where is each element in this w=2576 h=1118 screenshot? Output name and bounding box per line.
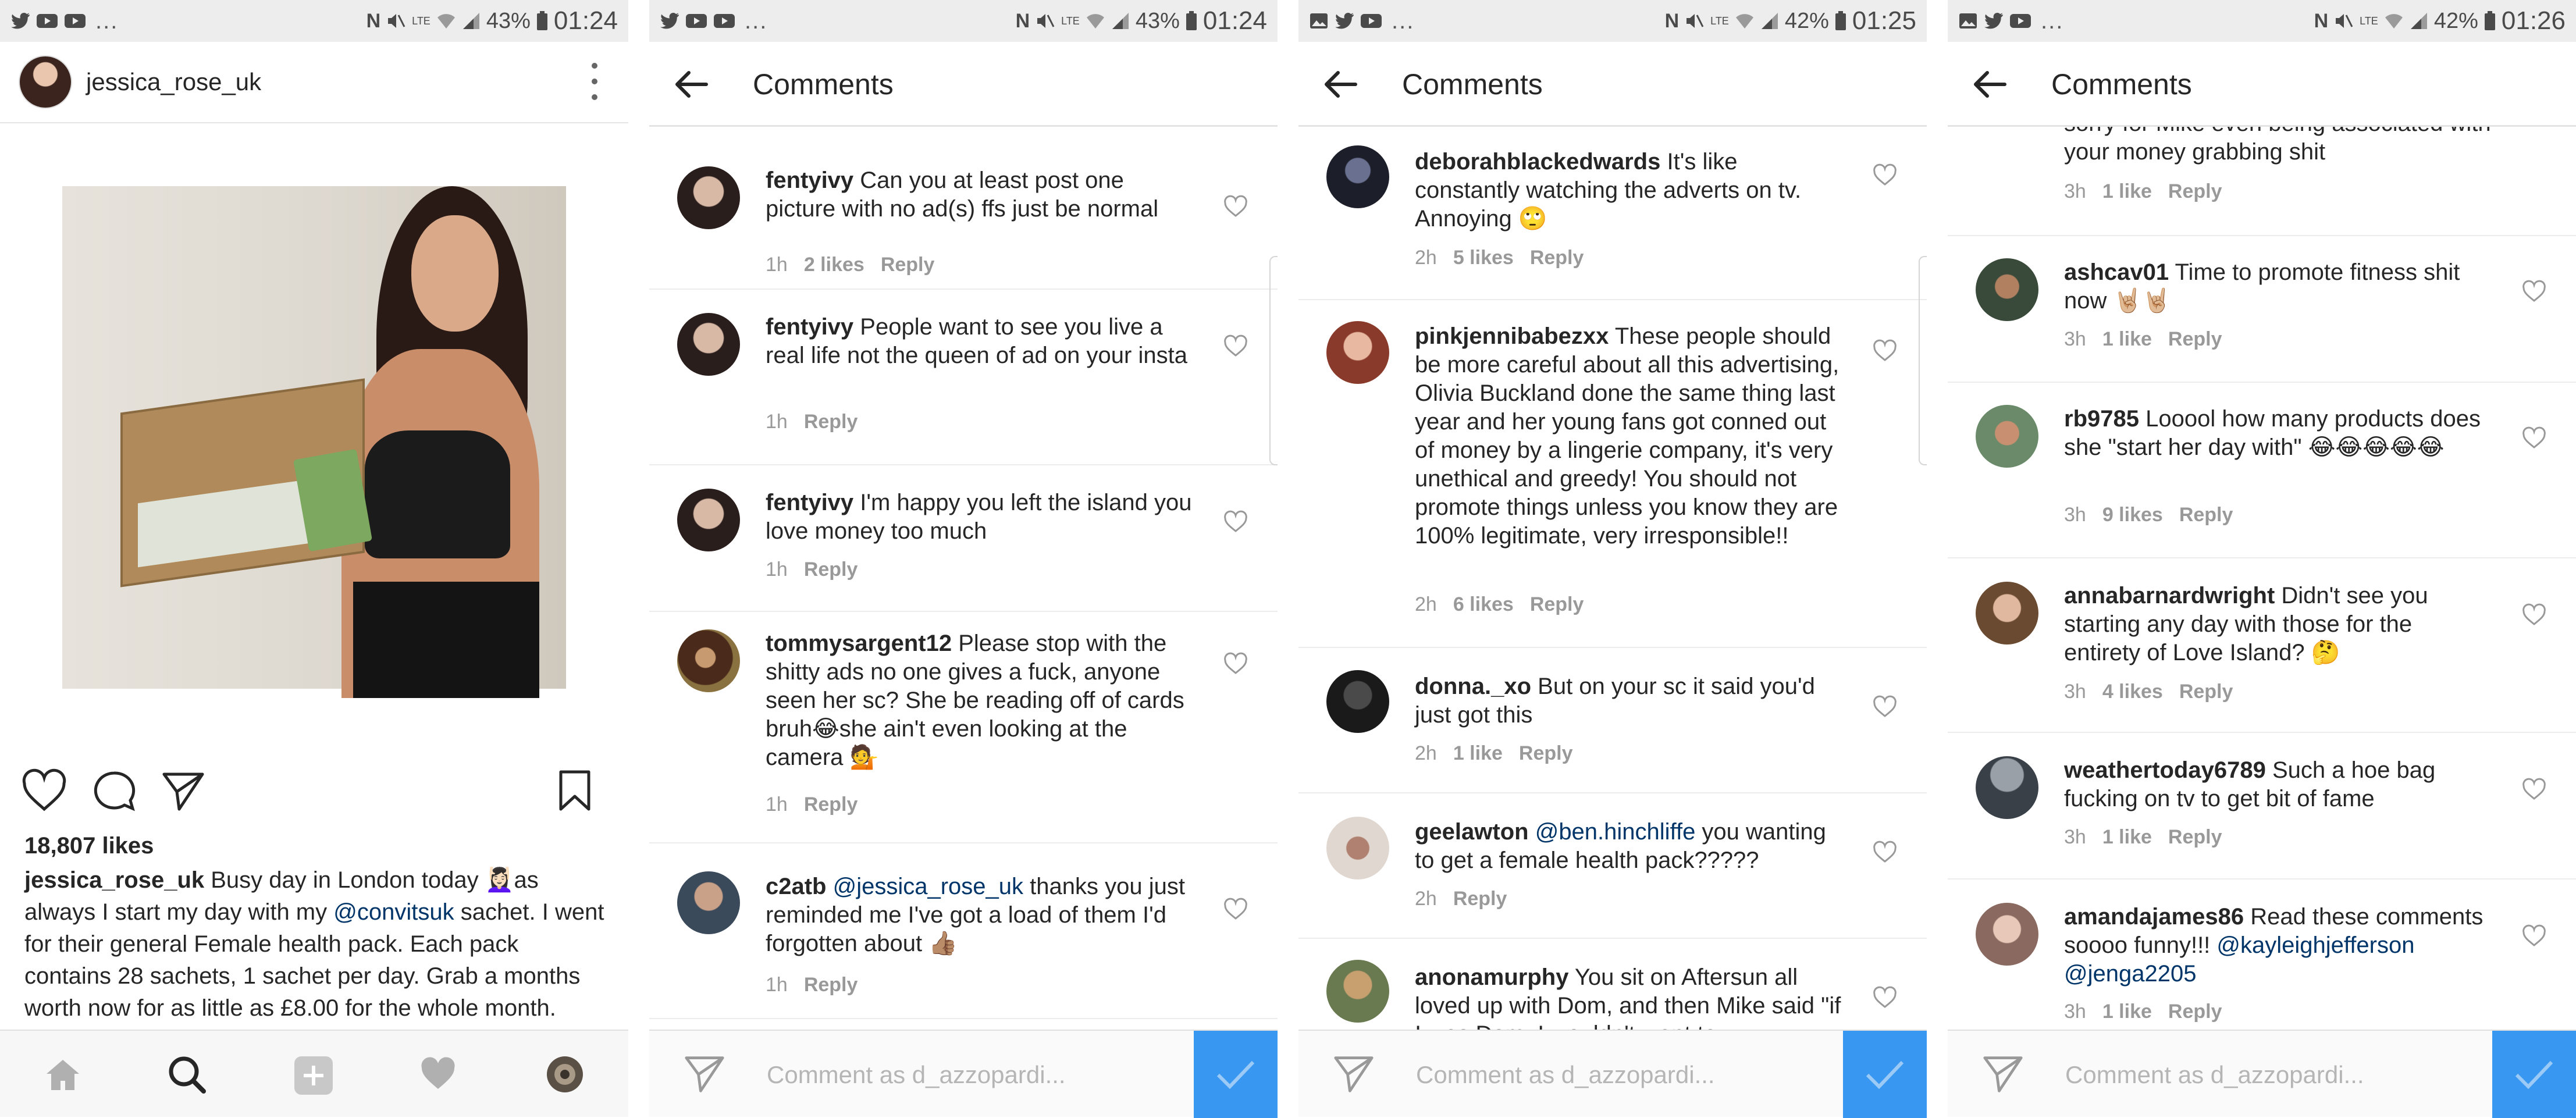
post-action-bar bbox=[0, 765, 628, 817]
comment-input-bar bbox=[1298, 1030, 1927, 1117]
comment-username[interactable]: fentyivy bbox=[766, 490, 854, 515]
like-heart-icon[interactable] bbox=[1873, 341, 1897, 362]
lte-icon: LTE bbox=[1061, 15, 1080, 27]
comment-text: your money grabbing shit bbox=[2064, 139, 2326, 165]
status-bar bbox=[1948, 0, 2576, 42]
youtube-icon bbox=[64, 13, 86, 29]
comment-input[interactable]: Comment as d_azzopardi... bbox=[767, 1061, 1066, 1088]
comment-likes[interactable]: 6 likes bbox=[1453, 593, 1514, 615]
lte-icon: LTE bbox=[1710, 15, 1729, 27]
like-heart-icon[interactable] bbox=[2522, 428, 2546, 449]
avatar[interactable] bbox=[1326, 960, 1389, 1023]
scroll-indicator bbox=[1269, 256, 1278, 465]
checkmark-icon bbox=[2513, 1059, 2555, 1090]
comment-item bbox=[649, 843, 1278, 1019]
direct-send-icon[interactable] bbox=[1333, 1055, 1374, 1094]
gallery-icon bbox=[1958, 12, 1978, 30]
avatar[interactable] bbox=[19, 55, 72, 109]
reply-button[interactable]: Reply bbox=[803, 793, 858, 816]
like-heart-icon[interactable] bbox=[1873, 842, 1897, 863]
avatar[interactable] bbox=[1326, 321, 1389, 384]
reply-button[interactable]: Reply bbox=[2168, 328, 2222, 350]
mute-icon bbox=[1036, 12, 1055, 30]
comment-time: 3h bbox=[2064, 681, 2086, 703]
page-title: Comments bbox=[1402, 68, 1543, 101]
comment-time: 1h bbox=[766, 254, 788, 276]
page-title: Comments bbox=[2051, 68, 2192, 101]
reply-button[interactable]: Reply bbox=[803, 974, 858, 996]
comment-text: Please stop with the shitty ads no one gives a fuck, anyone seen her sc? She be reading off of cards bruh😂she ain't even looking at the camera 💁 bbox=[766, 631, 1184, 770]
comment-time: 1h bbox=[766, 558, 788, 581]
post-comment-button[interactable] bbox=[1843, 1031, 1927, 1118]
like-heart-icon[interactable] bbox=[1873, 165, 1897, 186]
comment-likes[interactable]: 9 likes bbox=[2102, 504, 2163, 526]
comment-list[interactable] bbox=[1948, 127, 2576, 1030]
comment-item bbox=[1948, 109, 2576, 236]
youtube-icon bbox=[685, 13, 707, 29]
caption-text-2: sachet. I went for their general Female health pack. Each pack contains 28 sachets, 1 sachet per day. Grab a months worth now for as little as £8.00 for the whole month. bbox=[24, 899, 604, 1021]
comment-item bbox=[649, 290, 1278, 465]
clock: 01:24 bbox=[1202, 6, 1267, 35]
nfc-icon: N bbox=[1015, 9, 1030, 32]
comments-header bbox=[1948, 42, 2576, 127]
more-notifications: ... bbox=[95, 8, 119, 34]
comment-likes[interactable]: 5 likes bbox=[1453, 247, 1514, 269]
reply-button[interactable]: Reply bbox=[803, 411, 858, 433]
youtube-icon bbox=[2009, 13, 2031, 29]
twitter-icon bbox=[660, 12, 679, 30]
more-notifications: ... bbox=[1392, 8, 1415, 34]
caption-mention[interactable]: @convitsuk bbox=[333, 899, 454, 925]
youtube-icon bbox=[713, 13, 735, 29]
reply-button[interactable]: Reply bbox=[1529, 247, 1584, 269]
comment-text: It's like constantly watching the adverts on tv. Annoying 🙄 bbox=[1415, 149, 1802, 232]
activity-heart-icon[interactable] bbox=[420, 1058, 456, 1091]
battery-percent: 42% bbox=[1784, 8, 1829, 33]
direct-send-icon[interactable] bbox=[684, 1055, 725, 1094]
comments-header bbox=[1298, 42, 1927, 127]
more-notifications: ... bbox=[745, 8, 768, 34]
signal-icon bbox=[462, 12, 481, 30]
comment-item bbox=[1948, 733, 2576, 880]
comment-time: 2h bbox=[1415, 247, 1437, 269]
comment-time: 1h bbox=[766, 411, 788, 433]
comment-time: 1h bbox=[766, 793, 788, 816]
battery-percent: 42% bbox=[2433, 8, 2478, 33]
comments-screen-2 bbox=[1298, 0, 1927, 1117]
reply-button[interactable]: Reply bbox=[880, 254, 935, 276]
comment-likes[interactable]: 1 like bbox=[2102, 328, 2152, 350]
wifi-icon bbox=[2384, 12, 2404, 30]
clock: 01:26 bbox=[2501, 6, 2566, 35]
comment-likes[interactable]: 1 like bbox=[2102, 180, 2152, 202]
comment-list[interactable] bbox=[649, 127, 1278, 1030]
reply-button[interactable]: Reply bbox=[2168, 826, 2222, 848]
comment-username[interactable]: amandajames86 bbox=[2064, 904, 2244, 930]
battery-icon bbox=[536, 11, 548, 31]
bookmark-icon[interactable] bbox=[558, 770, 591, 811]
comment-mention[interactable]: @jessica_rose_uk bbox=[826, 874, 1024, 899]
bottom-nav bbox=[0, 1030, 628, 1117]
checkmark-icon bbox=[1215, 1059, 1257, 1090]
more-options-icon[interactable] bbox=[590, 63, 599, 100]
like-heart-icon[interactable] bbox=[1224, 899, 1247, 920]
more-notifications: ... bbox=[2041, 8, 2064, 34]
like-heart-icon[interactable] bbox=[2522, 926, 2546, 947]
youtube-icon bbox=[36, 13, 58, 29]
back-arrow-icon[interactable] bbox=[674, 70, 709, 99]
twitter-icon bbox=[10, 12, 30, 30]
comment-item bbox=[1948, 383, 2576, 558]
comment-item bbox=[1948, 236, 2576, 383]
comment-input[interactable]: Comment as d_azzopardi... bbox=[2065, 1061, 2364, 1088]
comment-text: Such a hoe bag fucking on tv to get bit of fame bbox=[2064, 757, 2436, 811]
battery-percent: 43% bbox=[486, 8, 531, 33]
comment-likes[interactable]: 1 like bbox=[2102, 1000, 2152, 1023]
post-username[interactable]: jessica_rose_uk bbox=[86, 68, 262, 95]
youtube-icon bbox=[1360, 13, 1382, 29]
back-arrow-icon[interactable] bbox=[1972, 70, 2007, 99]
avatar[interactable] bbox=[1976, 903, 2038, 966]
avatar[interactable] bbox=[1976, 258, 2038, 321]
comment-item bbox=[649, 612, 1278, 843]
comment-text: People want to see you live a real life not the queen of ad on your insta bbox=[766, 314, 1187, 368]
avatar[interactable] bbox=[1326, 817, 1389, 880]
battery-icon bbox=[2484, 11, 2496, 31]
post-comment-button[interactable] bbox=[1194, 1031, 1278, 1118]
like-heart-icon[interactable] bbox=[1873, 697, 1897, 718]
comment-time: 3h bbox=[2064, 504, 2086, 526]
checkmark-icon bbox=[1864, 1059, 1906, 1090]
signal-icon bbox=[1760, 12, 1779, 30]
nfc-icon: N bbox=[366, 9, 381, 32]
comment-text: thanks you just reminded me I've got a load of them I'd forgotten about 👍🏽 bbox=[766, 874, 1185, 956]
comment-text: Looool how many products does she "start her day with" 😂😂😂😂😂 bbox=[2064, 406, 2481, 460]
comment-item bbox=[1298, 127, 1927, 300]
home-icon[interactable] bbox=[44, 1058, 81, 1092]
comment-input-bar bbox=[1948, 1030, 2576, 1117]
heart-icon[interactable] bbox=[22, 771, 66, 811]
post-caption bbox=[24, 864, 606, 1024]
post-image[interactable] bbox=[62, 186, 566, 689]
comment-text: Time to promote fitness shit now 🤘🏼🤘🏼 bbox=[2064, 259, 2460, 314]
comment-mention[interactable]: @ben.hinchliffe bbox=[1528, 819, 1696, 845]
share-icon[interactable] bbox=[162, 772, 205, 811]
avatar[interactable] bbox=[677, 313, 740, 376]
comment-likes[interactable]: 1 like bbox=[1453, 742, 1503, 764]
comment-time: 3h bbox=[2064, 826, 2086, 848]
like-heart-icon[interactable] bbox=[1873, 988, 1897, 1009]
scroll-indicator bbox=[1919, 256, 1927, 465]
comment-time: 2h bbox=[1415, 593, 1437, 615]
search-icon[interactable] bbox=[168, 1055, 206, 1094]
battery-percent: 43% bbox=[1135, 8, 1180, 33]
clock: 01:25 bbox=[1852, 6, 1916, 35]
comment-likes[interactable]: 1 like bbox=[2102, 826, 2152, 848]
comment-username[interactable]: geelawton bbox=[1415, 819, 1529, 845]
battery-icon bbox=[1835, 11, 1846, 31]
comment-text: You sit on Aftersun all loved up with Dom, and then Mike said "if bbox=[1415, 964, 1841, 1019]
like-count[interactable]: 18,807 likes bbox=[24, 833, 154, 859]
like-heart-icon[interactable] bbox=[1224, 654, 1247, 675]
comment-username[interactable]: ashcav01 bbox=[2064, 259, 2169, 285]
comment-likes[interactable]: 4 likes bbox=[2102, 681, 2163, 703]
like-heart-icon[interactable] bbox=[2522, 605, 2546, 626]
twitter-icon bbox=[1335, 12, 1354, 30]
reply-button[interactable]: Reply bbox=[2179, 681, 2233, 703]
like-heart-icon[interactable] bbox=[1224, 512, 1247, 533]
comment-username[interactable]: c2atb bbox=[766, 874, 827, 899]
avatar[interactable] bbox=[677, 629, 740, 692]
like-heart-icon[interactable] bbox=[2522, 282, 2546, 302]
caption-username[interactable]: jessica_rose_uk bbox=[24, 867, 205, 893]
caption-text-1: Busy day in London today 💆🏻‍♀️as always I start my day with my bbox=[24, 867, 539, 925]
post-comment-button[interactable] bbox=[2492, 1031, 2576, 1118]
comment-time: 1h bbox=[766, 974, 788, 996]
comment-item bbox=[1948, 558, 2576, 733]
comment-username[interactable]: fentyivy bbox=[766, 168, 854, 193]
like-heart-icon[interactable] bbox=[2522, 779, 2546, 800]
comment-item bbox=[1298, 648, 1927, 793]
profile-avatar-icon[interactable] bbox=[546, 1055, 584, 1094]
comments-header bbox=[649, 42, 1278, 127]
comment-item bbox=[1298, 300, 1927, 648]
reply-button[interactable]: Reply bbox=[1453, 888, 1507, 910]
comment-input[interactable]: Comment as d_azzopardi... bbox=[1416, 1061, 1715, 1088]
page-title: Comments bbox=[753, 68, 894, 101]
battery-icon bbox=[1186, 11, 1197, 31]
comment-item bbox=[649, 465, 1278, 612]
comment-username[interactable]: fentyivy bbox=[766, 314, 854, 340]
avatar[interactable] bbox=[1976, 405, 2038, 468]
avatar[interactable] bbox=[677, 489, 740, 551]
comment-username[interactable]: annabarnardwright bbox=[2064, 583, 2275, 608]
wifi-icon bbox=[1086, 12, 1105, 30]
signal-icon bbox=[1111, 12, 1130, 30]
avatar[interactable] bbox=[1976, 582, 2038, 645]
comment-time: 3h bbox=[2064, 1000, 2086, 1023]
reply-button[interactable]: Reply bbox=[2179, 504, 2233, 526]
twitter-icon bbox=[1984, 12, 2004, 30]
like-heart-icon[interactable] bbox=[1224, 197, 1247, 218]
comment-text: But on your sc it said you'd just got this bbox=[1415, 674, 1815, 728]
comment-text: Didn't see you starting any day with those for the entirety of Love Island? 🤔 bbox=[2064, 583, 2428, 665]
comment-input-bar bbox=[649, 1030, 1278, 1117]
comment-item bbox=[649, 143, 1278, 290]
direct-send-icon[interactable] bbox=[1983, 1055, 2023, 1094]
avatar[interactable] bbox=[677, 871, 740, 934]
post-header bbox=[0, 42, 628, 123]
gallery-icon bbox=[1309, 12, 1329, 30]
signal-icon bbox=[2410, 12, 2428, 30]
comment-likes[interactable]: 2 likes bbox=[803, 254, 864, 276]
avatar[interactable] bbox=[677, 166, 740, 229]
comment-list[interactable] bbox=[1298, 127, 1927, 1030]
reply-button[interactable]: Reply bbox=[1529, 593, 1584, 615]
wifi-icon bbox=[1735, 12, 1755, 30]
comment-text: I'm happy you left the island you love money too much bbox=[766, 490, 1192, 544]
reply-button[interactable]: Reply bbox=[1518, 742, 1573, 764]
comment-item bbox=[1948, 880, 2576, 1054]
comment-username[interactable]: tommysargent12 bbox=[766, 631, 952, 656]
mute-icon bbox=[1685, 12, 1705, 30]
comment-username[interactable]: anonamurphy bbox=[1415, 964, 1569, 990]
comment-username[interactable]: rb9785 bbox=[2064, 406, 2139, 432]
comment-username[interactable]: donna._xo bbox=[1415, 674, 1532, 699]
avatar[interactable] bbox=[1326, 145, 1389, 208]
status-bar bbox=[1298, 0, 1927, 42]
comment-username[interactable]: weathertoday6789 bbox=[2064, 757, 2266, 783]
comment-time: 3h bbox=[2064, 328, 2086, 350]
comment-username[interactable]: deborahblackedwards bbox=[1415, 149, 1661, 175]
comment-text: you wanting to get a female health pack????? bbox=[1415, 819, 1826, 873]
comment-item bbox=[1298, 793, 1927, 939]
reply-button[interactable]: Reply bbox=[803, 558, 858, 581]
comment-icon[interactable] bbox=[93, 771, 135, 813]
reply-button[interactable]: Reply bbox=[2168, 180, 2222, 202]
status-bar bbox=[649, 0, 1278, 42]
lte-icon: LTE bbox=[412, 15, 430, 27]
comments-screen-1 bbox=[649, 0, 1278, 1117]
nfc-icon: N bbox=[1664, 9, 1680, 32]
reply-button[interactable]: Reply bbox=[2168, 1000, 2222, 1023]
avatar[interactable] bbox=[1976, 756, 2038, 819]
comment-time: 2h bbox=[1415, 742, 1437, 764]
mute-icon bbox=[386, 12, 406, 30]
like-heart-icon[interactable] bbox=[1224, 336, 1247, 357]
nfc-icon: N bbox=[2314, 9, 2329, 32]
mute-icon bbox=[2334, 12, 2354, 30]
comment-text: Can you at least post one picture with no ad(s) ffs just be normal bbox=[766, 168, 1159, 222]
comment-username[interactable]: pinkjennibabezxx bbox=[1415, 323, 1609, 349]
clock: 01:24 bbox=[553, 6, 618, 35]
lte-icon: LTE bbox=[2360, 15, 2378, 27]
avatar[interactable] bbox=[1326, 670, 1389, 733]
status-bar bbox=[0, 0, 628, 42]
add-post-icon[interactable] bbox=[293, 1055, 334, 1096]
comment-time: 3h bbox=[2064, 180, 2086, 202]
comments-screen-3 bbox=[1948, 0, 2576, 1117]
comment-text: These people should be more careful about all this advertising, Olivia Buckland done the same thing last year and her young fans got conned out of money by a lingerie company, it's very unethical and greedy! You should not promote things unless you know they are 100% legitimate, very irresponsible!! bbox=[1415, 323, 1840, 549]
wifi-icon bbox=[436, 12, 456, 30]
post-screen bbox=[0, 0, 628, 1117]
comment-mention[interactable]: @kayleighjefferson @jenga2205 bbox=[2064, 932, 2415, 987]
back-arrow-icon[interactable] bbox=[1323, 70, 1358, 99]
comment-text: Read these comments soooo funny!!! bbox=[2064, 904, 2484, 958]
comment-time: 2h bbox=[1415, 888, 1437, 910]
